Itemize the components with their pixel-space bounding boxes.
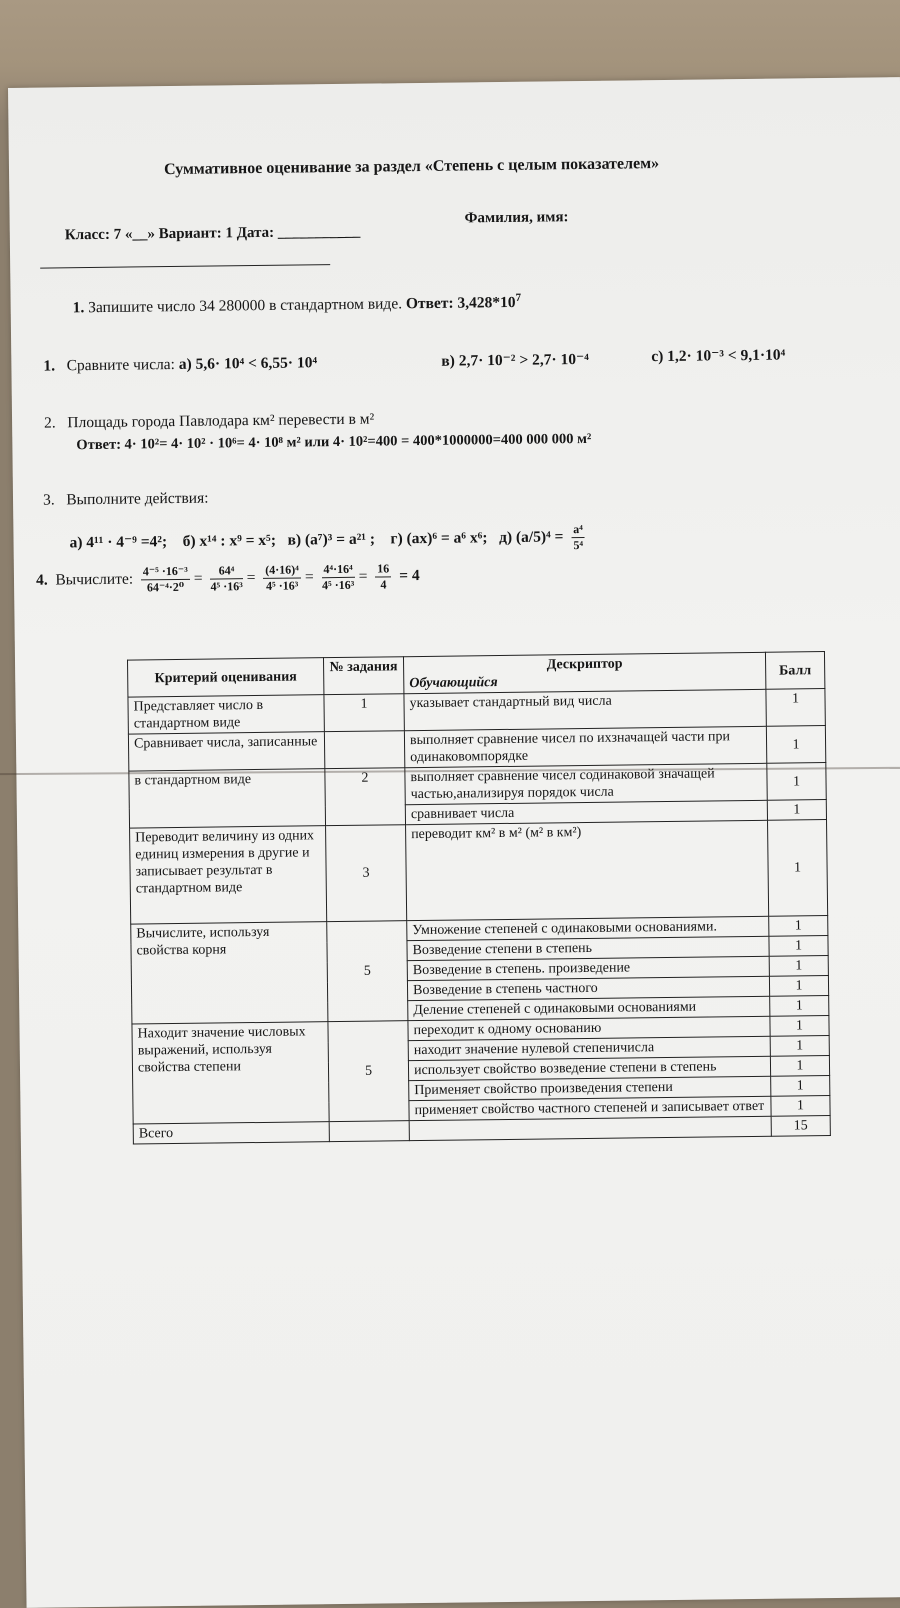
- descriptor-cell: сравнивает числа: [405, 800, 767, 824]
- criterion-cell: Вычислите, используя свойства корня: [131, 922, 328, 1024]
- descriptor-cell: использует свойство возведение степени в степень: [408, 1056, 770, 1080]
- operation-e: д) (a/5)⁴ =: [498, 528, 564, 547]
- criterion-cell: Сравнивает числа, записанные: [128, 732, 324, 771]
- fraction-denominator: 64⁻⁴·2⁰: [146, 579, 185, 595]
- header-score: Балл: [765, 652, 824, 690]
- total-label: Всего: [133, 1122, 329, 1144]
- score-cell: 1: [771, 1076, 830, 1097]
- fraction-numerator: 16: [375, 561, 391, 577]
- task-compare: [43, 354, 317, 375]
- task-cell: 3: [326, 825, 407, 922]
- area-answer: Ответ: 4· 10²= 4· 10² · 10⁶= 4· 10⁸ м² или 4· 10²=400 = 400*1000000=400 000 000 м²: [76, 430, 592, 454]
- task-number: 2.: [43, 414, 56, 432]
- operation-b: б) x¹⁴ : x⁹ = x⁵;: [182, 531, 277, 550]
- score-cell: 1: [771, 1096, 830, 1117]
- task-cell: 5: [328, 1021, 409, 1122]
- fraction-numerator: (4·16)⁴: [263, 562, 301, 578]
- descriptor-label: Дескриптор: [546, 656, 623, 673]
- class-variant-date: Класс: 7 «__» Вариант: 1 Дата: ___________: [64, 223, 361, 244]
- operation-d: г) (ax)⁶ = a⁶ x⁶;: [390, 529, 488, 548]
- compare-c: с) 1,2· 10⁻³ < 9,1·10⁴: [651, 346, 786, 366]
- descriptor-cell: применяет свойство частного степеней и записывает ответ: [409, 1096, 771, 1120]
- header-criterion: Критерий оценивания: [127, 658, 323, 697]
- descriptor-cell: Деление степеней с одинаковыми основаниями: [408, 996, 770, 1020]
- task-cell: 2: [325, 768, 406, 826]
- table-row: [130, 820, 828, 925]
- descriptor-cell: Возведение в степень. произведение: [407, 956, 769, 980]
- fraction-1: [141, 564, 190, 596]
- descriptor-cell: находит значение нулевой степеничисла: [408, 1036, 770, 1060]
- task-cell: [329, 1121, 409, 1142]
- fraction-4: [321, 562, 355, 593]
- task-standard-form: [73, 292, 522, 318]
- compare-a: а) 5,6· 10⁴ < 6,55· 10⁴: [178, 354, 318, 373]
- fraction-denominator: 5⁴: [573, 538, 584, 553]
- score-cell: 1: [768, 820, 828, 917]
- name-label: Фамилия, имя:: [464, 209, 569, 227]
- name-underline: [40, 264, 330, 269]
- header-descriptor: [403, 652, 765, 693]
- fraction-numerator: 4⁻⁵ ·16⁻³: [141, 564, 190, 581]
- task-cell: 1: [324, 694, 404, 732]
- operation-a: а) 4¹¹ · 4⁻⁹ =4²;: [69, 533, 168, 552]
- criterion-cell: Находит значение числовых выражений, используя свойства степени: [132, 1022, 329, 1124]
- score-cell: 1: [769, 936, 828, 957]
- score-cell: 1: [769, 976, 828, 997]
- answer-exponent: 7: [515, 291, 522, 304]
- score-cell: 1: [769, 956, 828, 977]
- fraction-3: [263, 562, 301, 593]
- descriptor-cell: переходит к одному основанию: [408, 1016, 770, 1040]
- task-answer: Ответ: 3,428*10: [405, 293, 516, 313]
- criterion-cell: Представляет число в стандартном виде: [128, 695, 324, 734]
- fraction-5: [375, 561, 391, 592]
- operation-c: в) (a⁷)³ = a²¹ ;: [287, 530, 376, 549]
- score-cell: 1: [770, 1036, 829, 1057]
- score-cell: 1: [770, 1056, 829, 1077]
- fraction-2: [210, 563, 243, 594]
- calculation-result: = 4: [399, 567, 420, 585]
- task-cell: 5: [327, 921, 408, 1022]
- compare-b: в) 2,7· 10⁻² > 2,7· 10⁻⁴: [441, 350, 589, 370]
- task-number: 1.: [43, 357, 56, 375]
- worksheet-page: [8, 77, 900, 1608]
- fraction-numerator: a⁴: [571, 522, 585, 538]
- fraction-denominator: 4⁵ ·16³: [266, 578, 299, 593]
- descriptor-cell: Возведение степени в степень: [407, 936, 769, 960]
- descriptor-cell: Умножение степеней с одинаковыми основаниями.: [407, 916, 769, 940]
- score-cell: 1: [767, 763, 826, 801]
- criterion-cell: Переводит величину из одних единиц измерения в другие и записывает результат в стандартном виде: [130, 826, 327, 924]
- task-number: 1.: [72, 299, 85, 317]
- operation-e-fraction: [571, 522, 585, 553]
- operations-row: [69, 522, 589, 559]
- task-text: Запишите число 34 280000 в стандартном виде.: [88, 295, 403, 317]
- descriptor-cell: переводит км² в м² (м² в км²): [406, 820, 769, 920]
- fraction-denominator: 4⁵ ·16³: [322, 577, 355, 593]
- task-operations: [43, 490, 209, 510]
- descriptor-cell: выполняет сравнение чисел содинаковой значащей частью,анализируя порядок числа: [405, 763, 767, 804]
- task-number: 4.: [35, 571, 48, 589]
- task-cell: [324, 731, 404, 769]
- task-calculate: 4. Вычислите: $\frac{\text{4⁻⁵ ·16⁻³}}{\text{64⁻⁴·2⁰}}$ = $\frac{\text{64⁴}}{\text{4⁵ ·16³}}$ = $\frac{\text{(4·16)⁴}}{\text{4⁵ ·16³}}$ = $\frac{\text{4⁴·16⁴}}{\text{4⁵ ·16³}}$ = $\frac{16}{4}$ = 4: [35, 561, 420, 595]
- total-score: 15: [771, 1116, 830, 1137]
- fraction-numerator: 64⁴: [210, 563, 242, 579]
- task-text: Вычислите:: [55, 570, 134, 589]
- criterion-cell: в стандартном виде: [129, 769, 326, 828]
- score-cell: 1: [766, 689, 825, 727]
- score-cell: 1: [769, 916, 828, 937]
- worksheet-title: Суммативное оценивание за раздел «Степень с целым показателем»: [163, 155, 660, 179]
- score-cell: 1: [767, 800, 826, 821]
- task-number: 3.: [42, 491, 55, 509]
- descriptor-cell: выполняет сравнение чисел по ихзначащей части при одинаковомпорядке: [404, 726, 766, 767]
- score-cell: 1: [766, 726, 825, 764]
- score-cell: 1: [770, 1016, 829, 1037]
- fraction-numerator: 4⁴·16⁴: [321, 562, 354, 578]
- criteria-table: [127, 651, 831, 1144]
- descriptor-cell: [409, 1116, 771, 1140]
- score-cell: 1: [770, 996, 829, 1017]
- descriptor-cell: Возведение в степень частного: [407, 976, 769, 1000]
- task-text: Сравните числа:: [66, 355, 176, 375]
- task-text: Выполните действия:: [66, 489, 209, 509]
- task-text: Площадь города Павлодара км² перевести в м²: [67, 410, 375, 432]
- fraction-denominator: 4: [380, 577, 387, 592]
- task-area: [44, 411, 374, 433]
- fraction-denominator: 4⁵ ·16³: [210, 579, 243, 594]
- descriptor-cell: указывает стандартный вид числа: [404, 689, 766, 730]
- descriptor-cell: Применяет свойство произведения степени: [409, 1076, 771, 1100]
- learner-label: Обучающийся: [409, 675, 498, 692]
- header-task-no: № задания: [323, 657, 403, 695]
